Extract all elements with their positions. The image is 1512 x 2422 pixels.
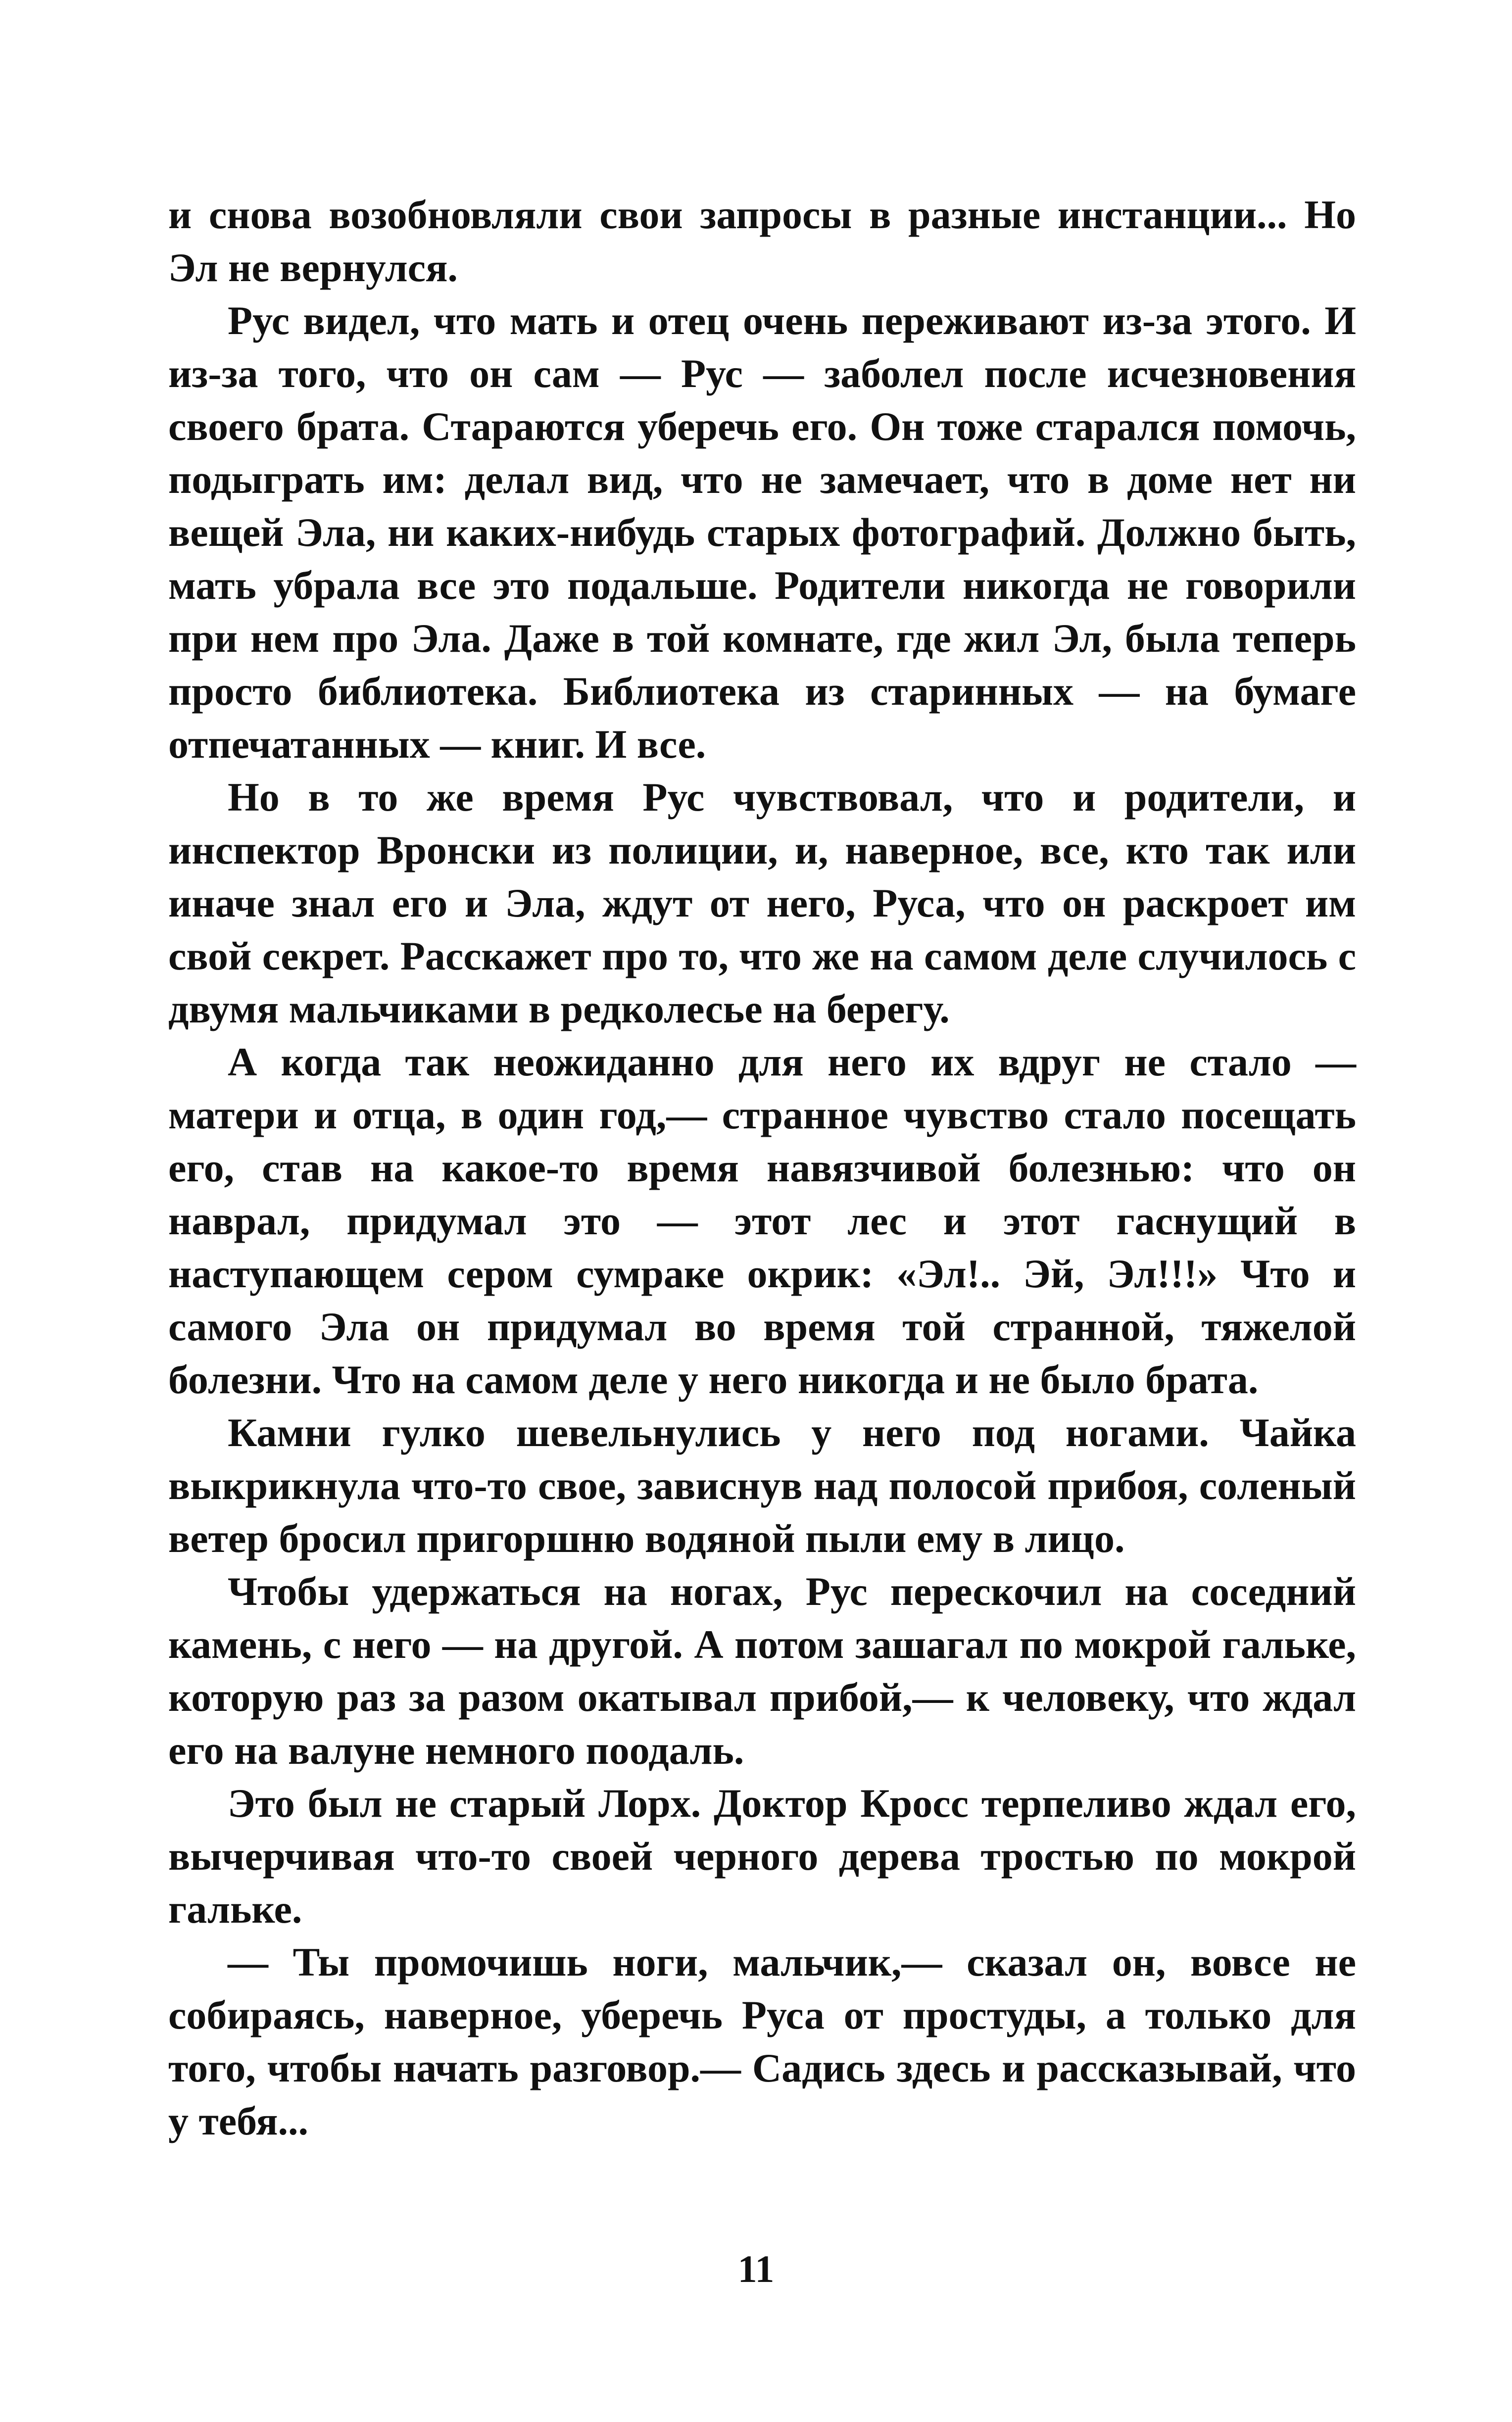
paragraph-3: Но в то же время Рус чувствовал, что и родители, и инспектор Вронски из полиции, и, наверное, все, кто так или иначе знал его и Эла, ждут от него, Руса, что он раскроет им свой секрет. Расскажет про то, что же на самом деле случилось с двумя мальчиками в редколесье на берегу.: [168, 775, 1356, 1031]
paragraph-5: Камни гулко шевельнулись у него под ногами. Чайка выкрикнула что-то свое, зависнув над полосой прибоя, соленый ветер бросил пригоршню водяной пыли ему в лицо.: [168, 1410, 1356, 1561]
paragraph-2: Рус видел, что мать и отец очень переживают из-за этого. И из-за того, что он сам — Рус — заболел после исчезновения своего брата. Стараются уберечь его. Он тоже старался помочь, подыграть им: делал вид, что не замечает, что в доме нет ни вещей Эла, ни каких-нибудь старых фотографий. Должно быть, мать убрала все это подальше. Родители никогда не говорили при нем про Эла. Даже в той комнате, где жил Эл, была теперь просто библиотека. Библиотека из старинных — на бумаге отпечатанных — книг. И все.: [168, 298, 1356, 767]
page-number: 11: [737, 2247, 775, 2290]
paragraph-1: и снова возобновляли свои запросы в разные инстанции... Но Эл не вернулся.: [168, 192, 1356, 290]
paragraph-7: Это был не старый Лорх. Доктор Кросс терпеливо ждал его, вычерчивая что-то своей черного дерева тростью по мокрой гальке.: [168, 1781, 1356, 1932]
page-body: [168, 188, 1356, 2147]
paragraph-4: А когда так неожиданно для него их вдруг не стало — матери и отца, в один год,— странное чувство стало посещать его, став на какое-то время навязчивой болезнью: что он наврал, придумал это — этот лес и этот гаснущий в наступающем сером сумраке окрик: «Эл!.. Эй, Эл!!!» Что и самого Эла он придумал во время той странной, тяжелой болезни. Что на самом деле у него никогда и не было брата.: [168, 1039, 1356, 1402]
paragraph-6: Чтобы удержаться на ногах, Рус перескочил на соседний камень, с него — на другой. А потом зашагал по мокрой гальке, которую раз за разом окатывал прибой,— к человеку, что ждал его на валуне немного поодаль.: [168, 1569, 1356, 1773]
paragraph-8: — Ты промочишь ноги, мальчик,— сказал он, вовсе не собираясь, наверное, уберечь Руса от простуды, а только для того, чтобы начать разговор.— Садись здесь и рассказывай, что у тебя...: [168, 1939, 1356, 2143]
